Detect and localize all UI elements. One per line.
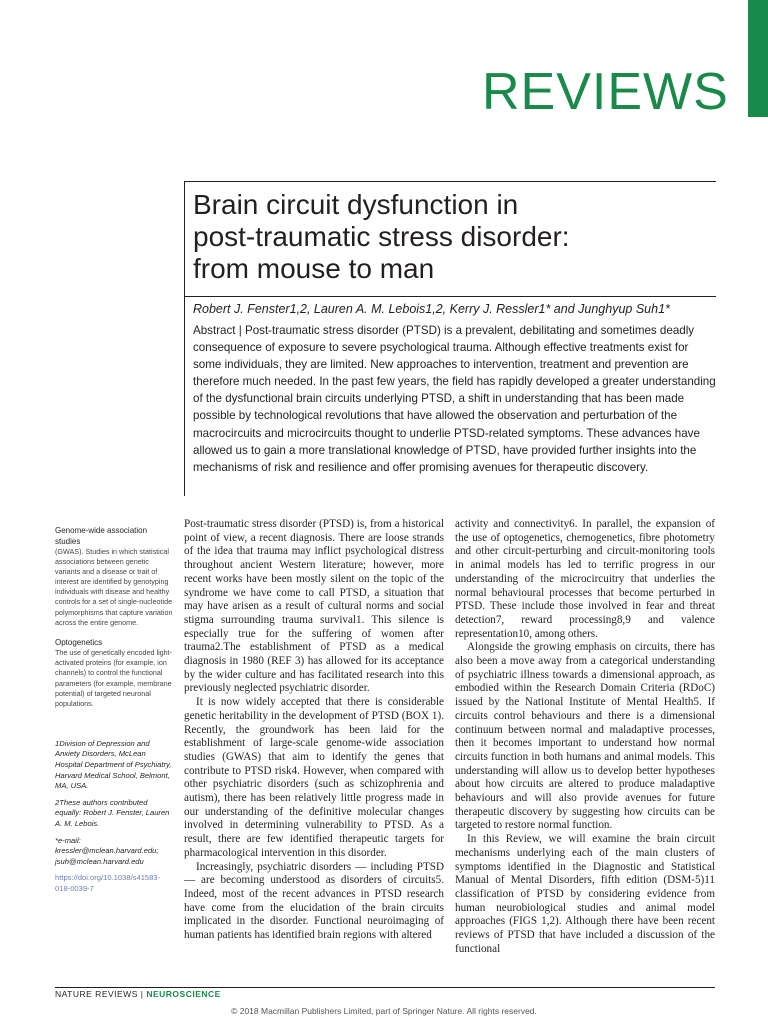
affiliations — [55, 739, 173, 895]
title-line-2: post-traumatic stress disorder: — [193, 221, 570, 252]
journal-title: NATURE REVIEWS — [55, 989, 138, 999]
title-line-3: from mouse to man — [193, 253, 435, 284]
doi-link[interactable]: https://doi.org/10.1038/s41583-018-0039-7 — [55, 873, 161, 893]
title-left-rule — [184, 181, 185, 496]
section-label: REVIEWS — [482, 63, 729, 121]
abstract: Abstract | Post-traumatic stress disorder (PTSD) is a prevalent, debilitating and sometimes deadly consequence of exposure to severe psychological trauma. Although effective treatments exist for some individuals, they are limited. New approaches to intervention, treatment and prevention are therefore much needed. In the past few years, the field has rapidly developed a greater understanding of the dysfunctional brain circuits underlying PTSD, a shift in understanding that has been made possible by technological revolutions that have allowed the observation and perturbation of the macrocircuits and microcircuits thought to underlie PTSD-related symptoms. These advances have allowed us to gain a more translational knowledge of PTSD, have provided further insights into the mechanisms of risk and resilience and offer promising avenues for therapeutic discovery. — [193, 324, 716, 474]
title-top-rule — [184, 181, 716, 182]
affiliation-1: 1Division of Depression and Anxiety Disorders, McLean Hospital Department of Psychiatry, Harvard Medical School, Belmont, MA, USA. — [55, 738, 172, 791]
body-column-2 — [455, 518, 715, 957]
paragraph: It is now widely accepted that there is considerable genetic heritability in the development of PTSD (BOX 1). Recently, the groundwork has been laid for the establishment of large-scale genome-wide association studies (GWAS) that aim to identify the genes that contribute to PTSD risk4. However, when compared with other psychiatric disorders (such as schizophrenia and autism), there has been relatively little progress made in our understanding of the definitive molecular changes involved in determining vulnerability to PTSD. As a result, there are few identified therapeutic targets for pharmacological intervention in this disorder. — [184, 696, 444, 859]
paragraph: Increasingly, psychiatric disorders — including PTSD — are becoming understood as disorders of circuits5. Indeed, most of the recent advances in PTSD research have come from the elucidation of the brain circuits implicated in the disorder. Functional neuroimaging of human patients has identified brain regions with altered — [184, 860, 444, 942]
glossary-term-optogenetics: Optogenetics — [55, 637, 103, 647]
title-bottom-rule — [184, 296, 716, 297]
paragraph: activity and connectivity6. In parallel, the expansion of the use of optogenetics, chemogenetics, fibre photometry and other circuit-perturbing and circuit-monitoring tools in animal models has led to terrific progress in our understanding of the microcircuitry that underlies the normal behavioural processes that become perturbed in PTSD. These include those involved in fear and threat detection7, reward processing8,9 and valence representation10, among others. — [455, 518, 715, 640]
paragraph: Alongside the growing emphasis on circuits, there has also been a move away from a categorical understanding of psychiatric illness towards a dimensional approach, as embodied within the Research Domain Criteria (RDoC) issued by the National Institute of Mental Health5. If circuits control behaviours and there is a dimensional continuum between normal and maladaptive processes, then it becomes important to understand how normal circuits function in both humans and animal models. This understanding will allow us to develop better hypotheses about how circuits are altered to produce maladaptive behaviours and will also provide avenues for future therapeutic discovery by suggesting how circuits can be targeted to restore normal function. — [455, 641, 715, 832]
glossary-definition-optogenetics: The use of genetically encoded light-activated proteins (for example, ion channels) to control the functional parameters (for example, membrane potential) of targeted neuronal populations. — [55, 648, 173, 708]
paragraph: Post-traumatic stress disorder (PTSD) is, from a historical point of view, a recent diagnosis. There are loose strands of the idea that trauma may inflict psychological distress throughout ancient Western literature; however, more recent works have been mostly silent on the topic of the syndrome we have come to call PTSD, a situation that may have arisen as a result of cultural norms and social stigma surrounding trauma survival1. This silence is especially true for the suffering of women after trauma2.The establishment of PTSD as a medical diagnosis in 1980 (REF 3) has allowed for its acceptance by the wider culture and has facilitated research into this previously neglected psychiatric disorder. — [184, 518, 444, 695]
affiliation-2: 2These authors contributed equally: Robert J. Fenster, Lauren A. M. Lebois. — [55, 797, 170, 828]
email-link[interactable]: *e-mail: kressler@mclean.harvard.edu; jsuh@mclean.harvard.edu — [55, 835, 159, 866]
glossary-definition-gwas: (GWAS). Studies in which statistical associations between genetic variants and a disease or trait of interest are identified by genotyping individuals with disease and healthy controls for a set of single-nucleotide polymorphisms that capture variation across the entire genome. — [55, 547, 173, 627]
journal-name — [55, 989, 221, 999]
margin-glossary — [55, 526, 173, 901]
section-color-bar — [748, 0, 768, 117]
copyright-notice: © 2018 Macmillan Publishers Limited, part of Springer Nature. All rights reserved. — [231, 1006, 537, 1016]
title-line-1: Brain circuit dysfunction in — [193, 189, 519, 220]
author-list: Robert J. Fenster1,2, Lauren A. M. Lebois1,2, Kerry J. Ressler1* and Junghyup Suh1* — [193, 302, 670, 316]
paragraph: In this Review, we will examine the brain circuit mechanisms underlying each of the main clusters of symptoms identified in the Diagnostic and Statistical Manual of Mental Disorders, fifth edition (DSM-5)11 classification of PTSD by considering evidence from human neurobiological studies and animal model approaches (FIGS 1,2). Although there have been recent reviews of PTSD that have included a discussion of the functional — [455, 833, 715, 955]
article-title — [193, 189, 693, 285]
body-column-1 — [184, 518, 444, 943]
journal-separator: | — [137, 989, 147, 999]
journal-section: NEUROSCIENCE — [146, 989, 221, 999]
footer-rule — [55, 987, 715, 988]
glossary-term-gwas: Genome-wide association studies — [55, 526, 148, 546]
